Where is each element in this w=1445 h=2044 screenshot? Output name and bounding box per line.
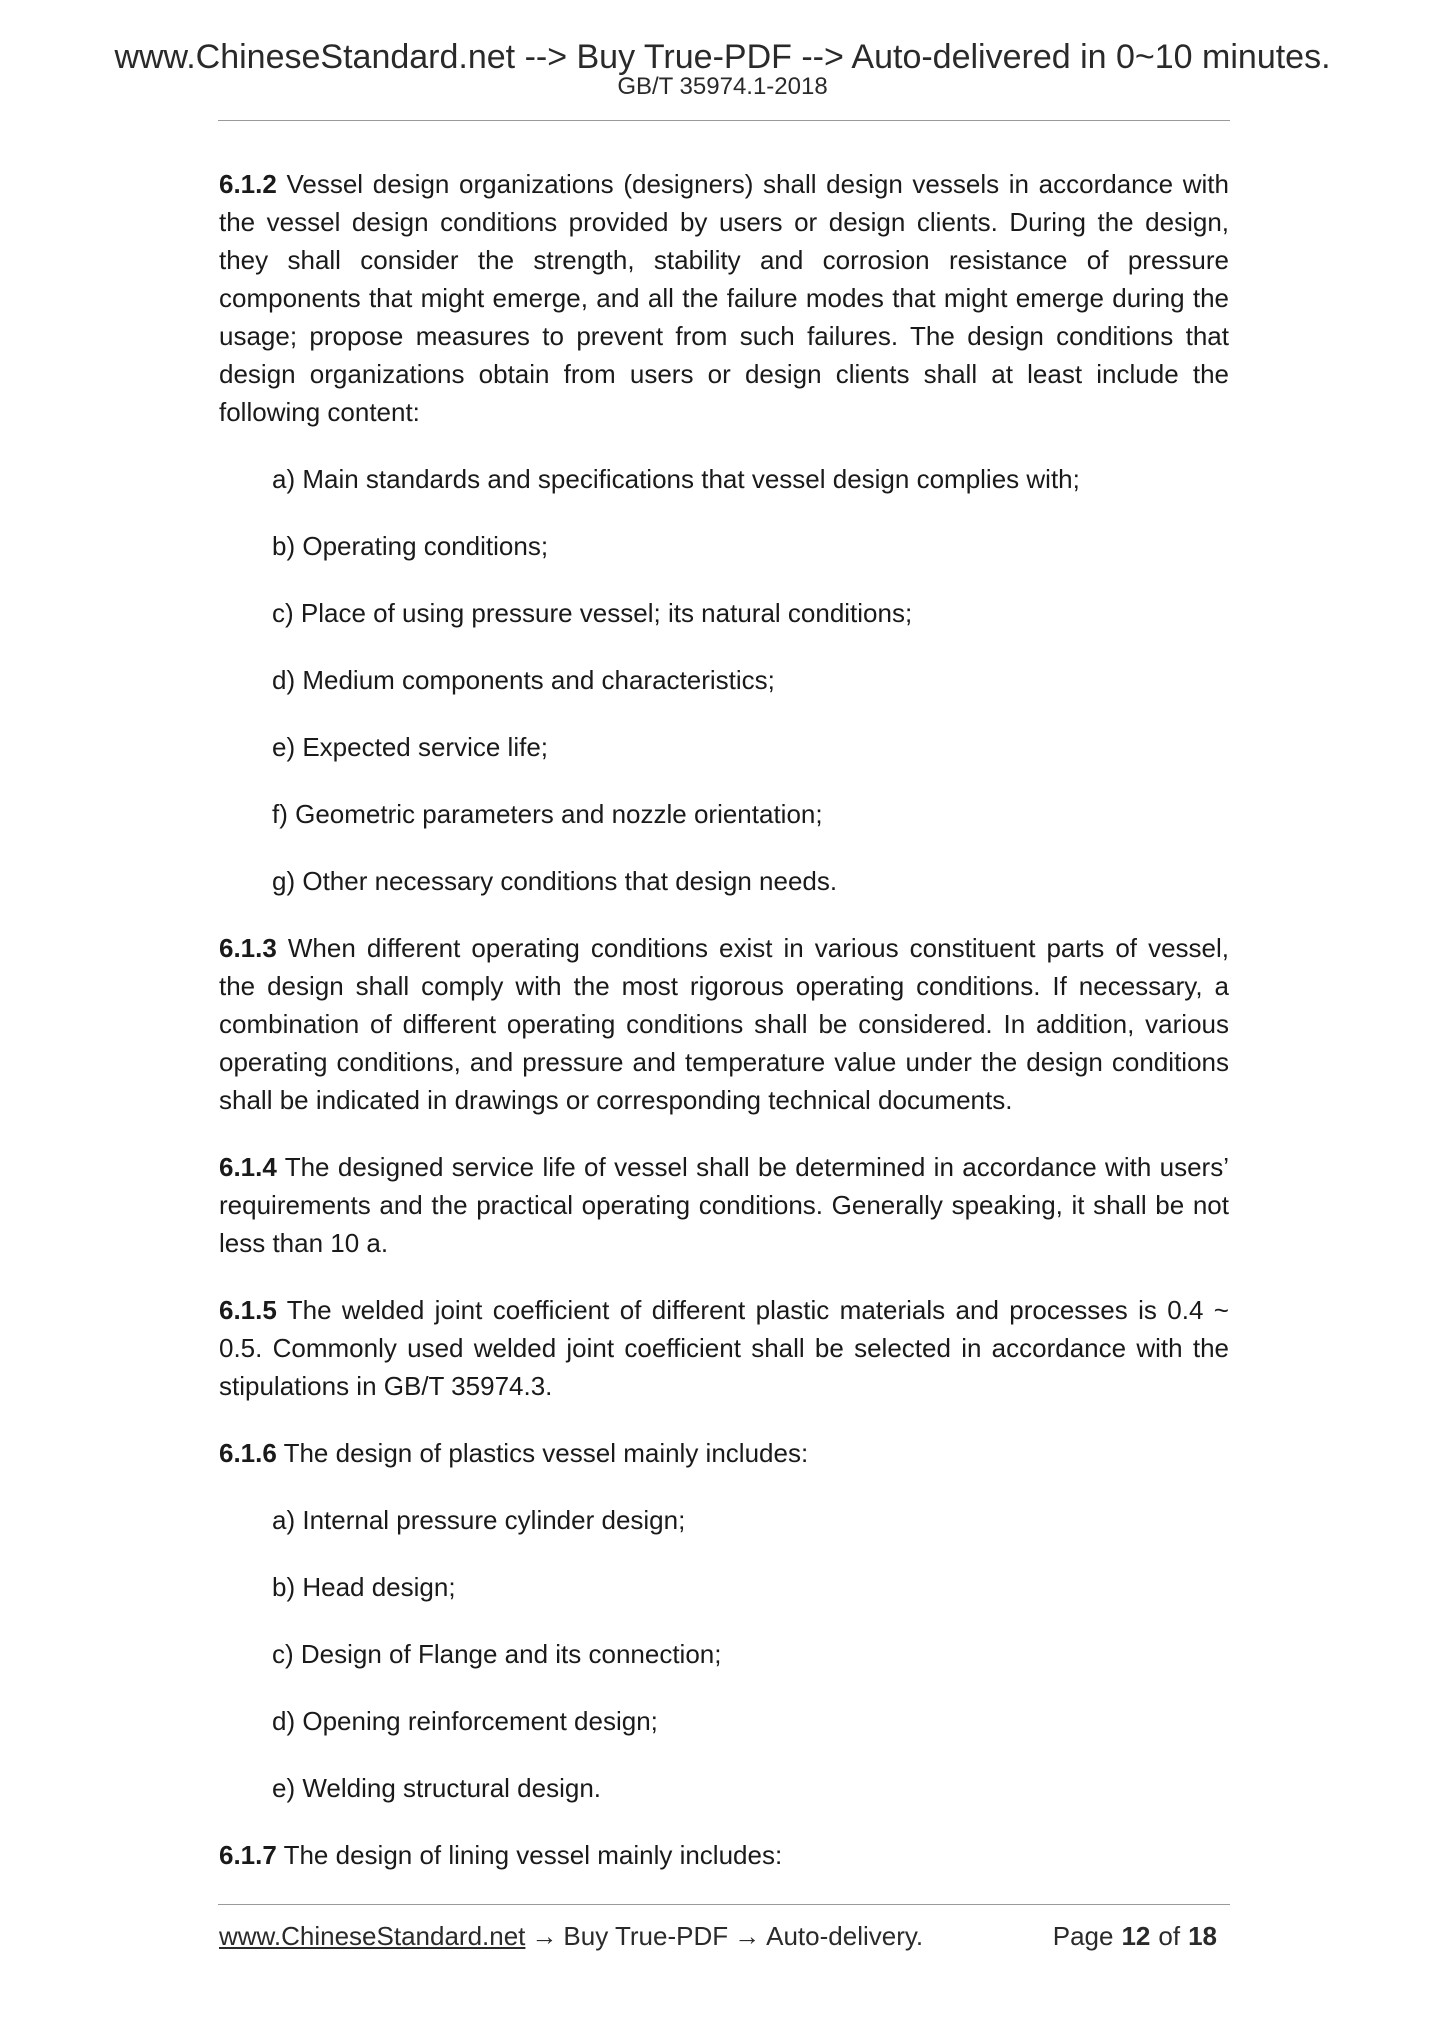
clause-text: The designed service life of vessel shall be determined in accordance with users’ requirements and the practical operating conditions. Generally speaking, it shall be not less than 10 a.	[219, 1152, 1229, 1258]
footer-promo	[219, 1918, 923, 1954]
total-pages: 18	[1188, 1921, 1217, 1951]
clause-number: 6.1.4	[219, 1152, 277, 1182]
footer-site-link[interactable]: www.ChineseStandard.net	[219, 1921, 526, 1951]
site-banner: www.ChineseStandard.net --> Buy True-PDF --> Auto-delivered in 0~10 minutes.	[114, 38, 1331, 76]
header-divider	[218, 120, 1230, 121]
clause-number: 6.1.2	[219, 169, 277, 199]
page-label: Page	[1052, 1921, 1114, 1951]
clause-6-1-3	[219, 929, 1229, 1119]
list-item: a) Main standards and specifications that vessel design complies with;	[272, 464, 1080, 494]
list-item: f) Geometric parameters and nozzle orientation;	[272, 799, 823, 829]
clause-6-1-6	[219, 1434, 1229, 1472]
clause-text: When different operating conditions exist in various constituent parts of vessel, the design shall comply with the most rigorous operating conditions. If necessary, a combination of different operating conditions shall be considered. In addition, various operating conditions, and pressure and temperature value under the design conditions shall be indicated in drawings or corresponding technical documents.	[219, 933, 1229, 1115]
list-item: b) Head design;	[272, 1572, 456, 1602]
document-id: GB/T 35974.1-2018	[617, 73, 828, 100]
clause-text: The design of plastics vessel mainly includes:	[283, 1438, 809, 1468]
list-item: b) Operating conditions;	[272, 531, 549, 561]
clause-6-1-4	[219, 1148, 1229, 1262]
list-item: d) Medium components and characteristics;	[272, 665, 775, 695]
list-item: e) Expected service life;	[272, 732, 549, 762]
list-item: e) Welding structural design.	[272, 1773, 602, 1803]
clause-6-1-2	[219, 165, 1229, 431]
list-item: d) Opening reinforcement design;	[272, 1706, 658, 1736]
clause-number: 6.1.5	[219, 1295, 277, 1325]
page-indicator	[1053, 1918, 1225, 1954]
list-item: a) Internal pressure cylinder design;	[272, 1505, 686, 1535]
clause-text: The welded joint coefficient of different plastic materials and processes is 0.4 ~ 0.5. Commonly used welded joint coefficient shall be selected in accordance with the stipulations in GB/T 35974.3.	[219, 1295, 1229, 1401]
arrow-right-icon: →	[531, 1921, 558, 1951]
clause-6-1-7	[219, 1836, 1229, 1874]
footer-buy-text: Buy True-PDF	[563, 1921, 729, 1951]
clause-number: 6.1.3	[219, 933, 277, 963]
clause-text: Vessel design organizations (designers) shall design vessels in accordance with the vessel design conditions provided by users or design clients. During the design, they shall consider the strength, stability and corrosion resistance of pressure components that might emerge, and all the failure modes that might emerge during the usage; propose measures to prevent from such failures. The design conditions that design organizations obtain from users or design clients shall at least include the following content:	[219, 169, 1229, 427]
footer-auto-text: Auto-delivery.	[766, 1921, 924, 1951]
clause-6-1-5	[219, 1291, 1229, 1405]
clause-number: 6.1.6	[219, 1438, 277, 1468]
arrow-right-icon: →	[734, 1921, 761, 1951]
list-item: g) Other necessary conditions that design needs.	[272, 866, 838, 896]
clause-number: 6.1.7	[219, 1840, 277, 1870]
page-footer	[219, 1918, 1229, 1954]
page-content	[219, 165, 1229, 1903]
of-label: of	[1158, 1921, 1181, 1951]
page-number: 12	[1121, 1921, 1151, 1951]
list-item: c) Design of Flange and its connection;	[272, 1639, 722, 1669]
footer-divider	[218, 1904, 1230, 1905]
clause-text: The design of lining vessel mainly includes:	[283, 1840, 783, 1870]
list-item: c) Place of using pressure vessel; its natural conditions;	[272, 598, 913, 628]
